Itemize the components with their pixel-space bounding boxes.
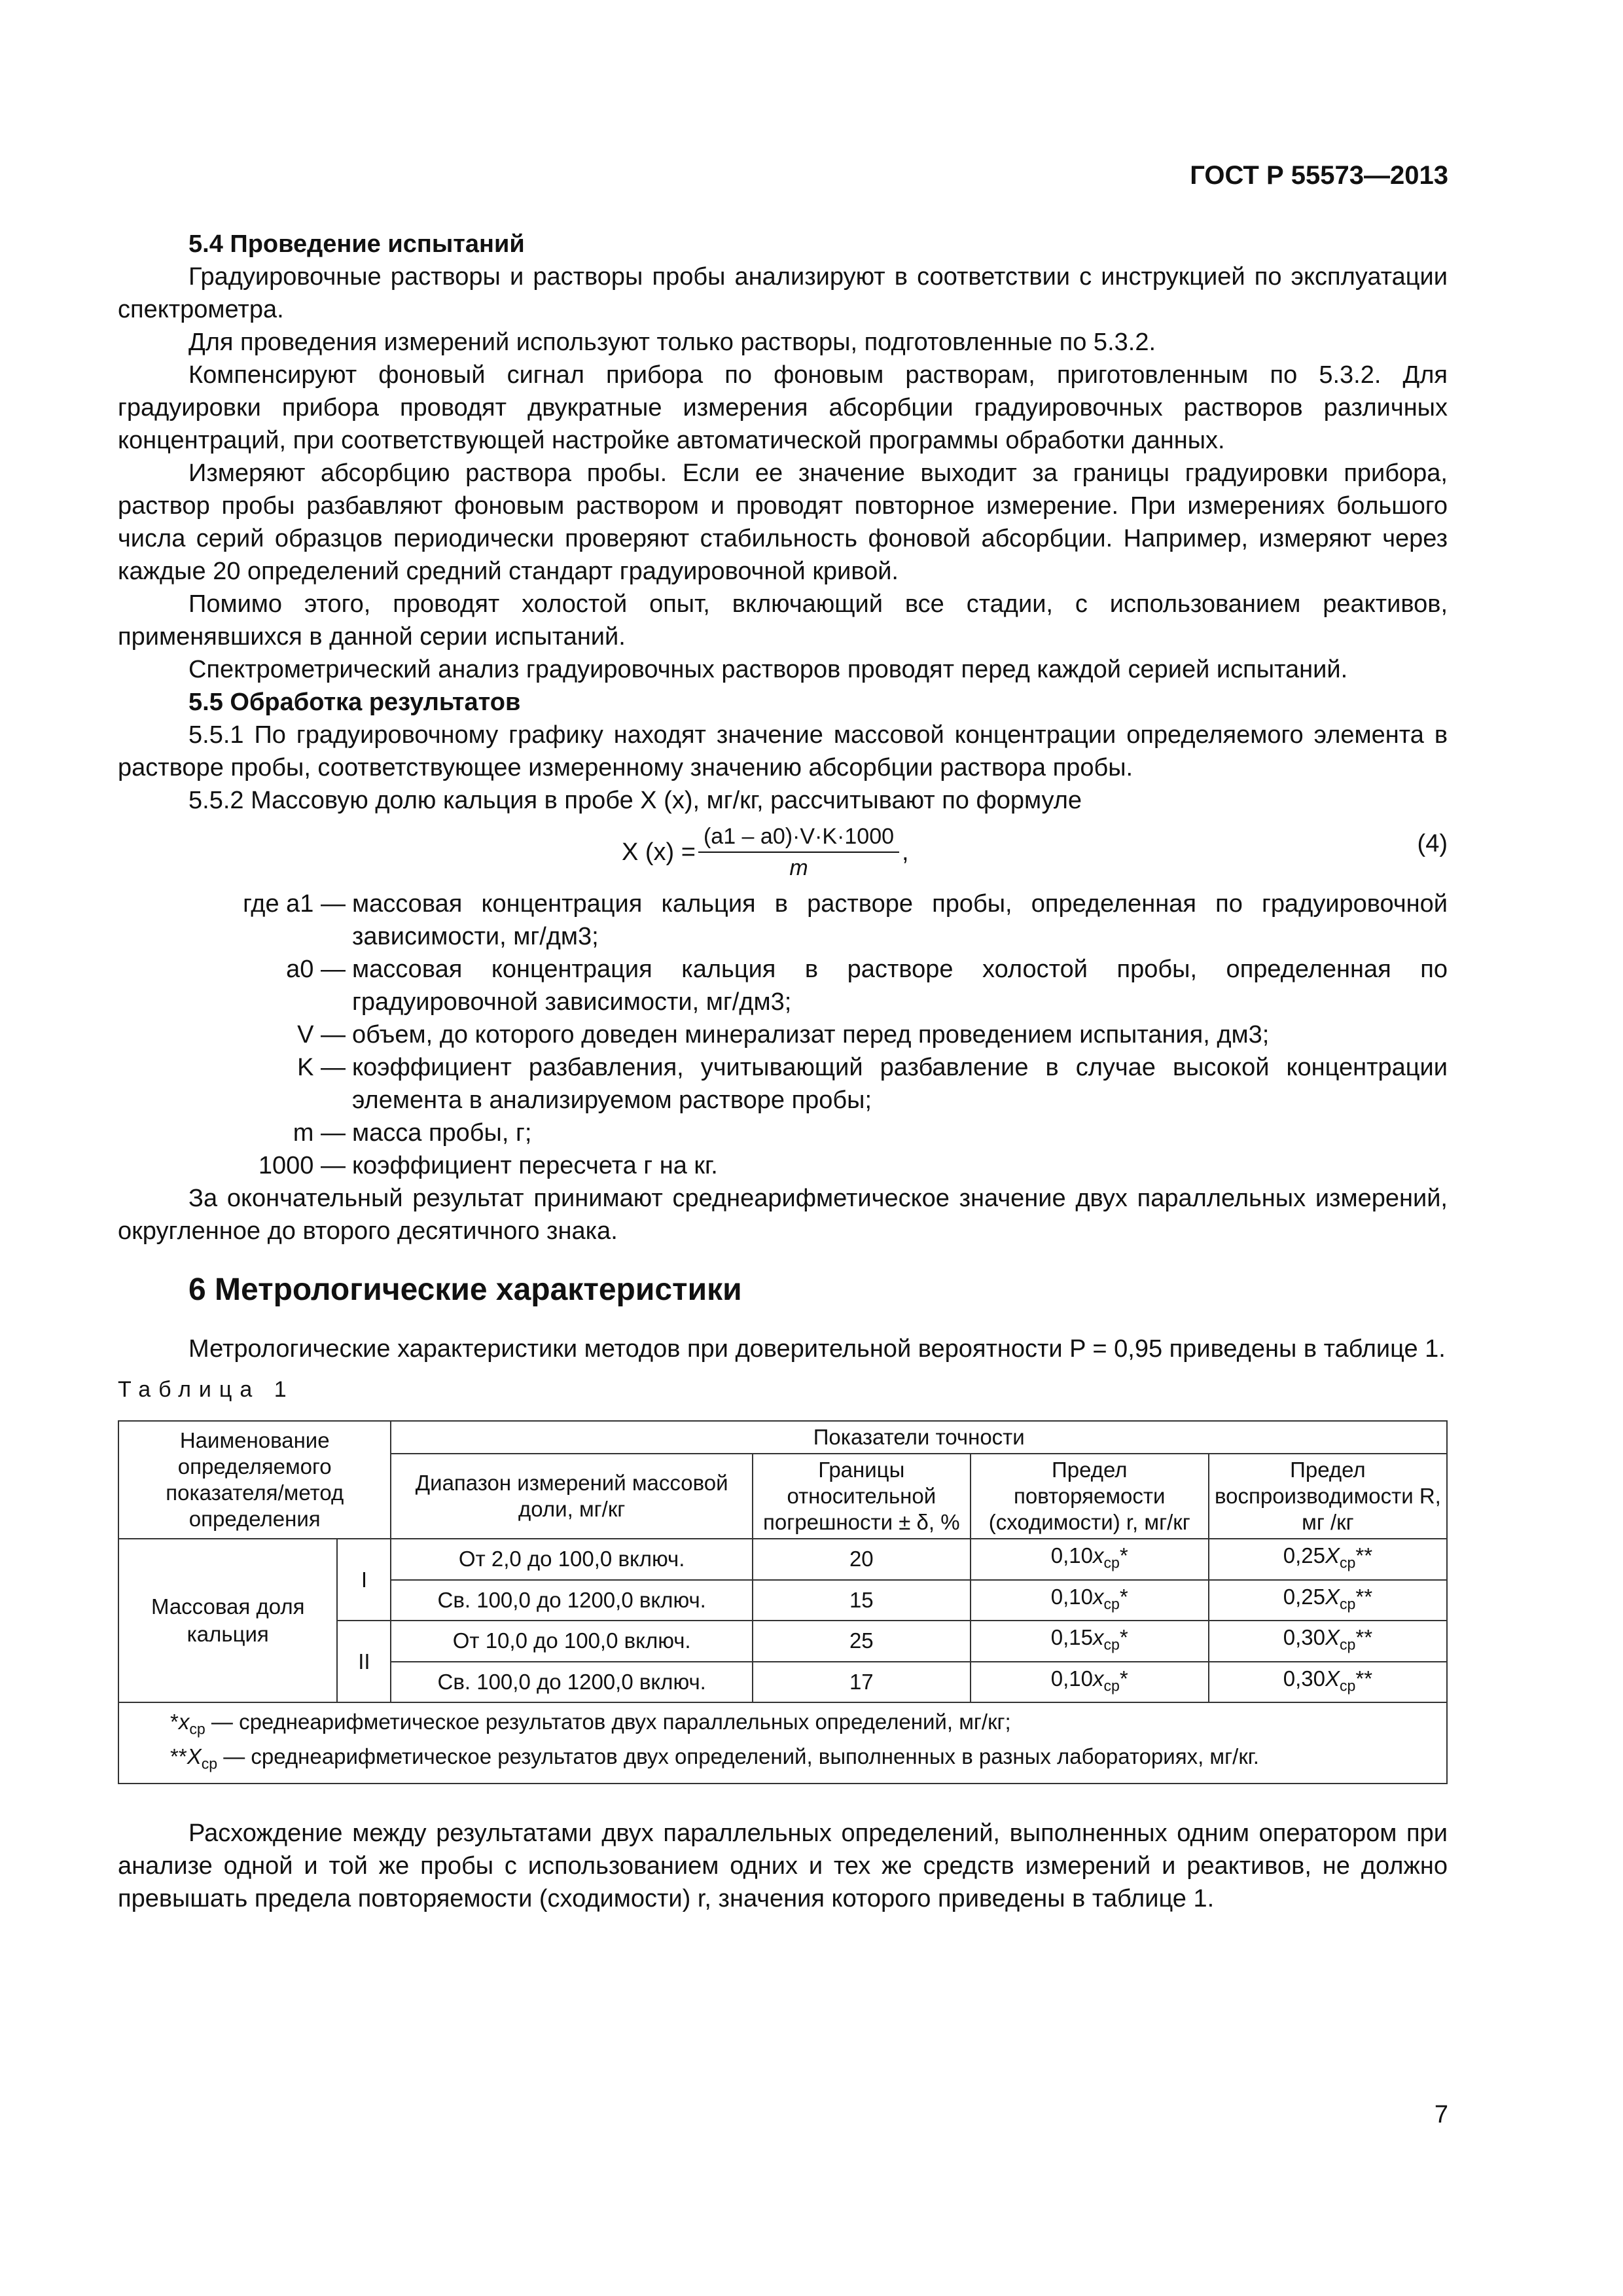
range-cell: Св. 100,0 до 1200,0 включ. — [391, 1580, 752, 1621]
paragraph: Градуировочные растворы и растворы пробы анализируют в соответствии с инструкцией по эксплуатации спектрометра. — [118, 263, 1448, 323]
footnote-2: $**X_{ср}$ — среднеарифметическое результатов двух определений, выполненных в разных лабораториях, мг/кг. — [170, 1744, 1259, 1772]
paragraph: Измеряют абсорбцию раствора пробы. Если ее значение выходит за границы градуировки прибора, раствор пробы разбавляют фоновым раствором и проводят повторное измерение. При измерениях большого числа серий образцов периодически проверяют стабильность фоновой абсорбции. Например, измеряют через каждые 20 определений средний стандарт градуировочной кривой. — [118, 459, 1448, 585]
header-error: Границы относительной погрешности ± δ, % — [753, 1454, 971, 1539]
definition-row — [118, 888, 1448, 953]
definition-row — [118, 1149, 1448, 1182]
formula-lhs: X (x) = — [622, 838, 696, 866]
definition-symbol: V — — [297, 1021, 346, 1049]
delta-cell: 20 — [753, 1539, 971, 1580]
definition-row — [118, 1018, 1448, 1051]
formula-4 — [118, 819, 1448, 885]
paragraph: Помимо этого, проводят холостой опыт, включающий все стадии, с использованием реактивов, применявшихся в данной серии испытаний. — [118, 590, 1448, 651]
page-number: 7 — [1434, 2101, 1448, 2128]
definition-symbol: m — — [293, 1119, 346, 1147]
footnote-1: $*x_{ср}$ — среднеарифметическое результатов двух параллельных определений, мг/кг; — [170, 1710, 1011, 1738]
repeatability-cell: $0,10x_{ср}*$ — [971, 1580, 1209, 1621]
formula-number: (4) — [1417, 830, 1448, 857]
table-caption: Таблица 1 — [118, 1377, 294, 1402]
paragraph: За окончательный результат принимают среднеарифметическое значение двух параллельных измерений, округленное до второго десятичного знака. — [118, 1185, 1448, 1245]
table-row — [118, 1539, 1447, 1580]
paragraph: 5.5.1 По градуировочному графику находят значение массовой концентрации определяемого элемента в растворе пробы, соответствующее измеренному значению абсорбции раствора пробы. — [118, 721, 1448, 781]
formula-numerator: (a1 – a0)·V·K·1000 — [698, 821, 899, 853]
section-5-4-title: 5.4 Проведение испытаний — [188, 230, 525, 258]
delta-cell: 25 — [753, 1621, 971, 1662]
range-cell: Св. 100,0 до 1200,0 включ. — [391, 1662, 752, 1703]
formula-fraction — [698, 821, 899, 883]
definition-text: массовая концентрация кальция в растворе холостой пробы, определенная по градуировочной зависимости, мг/дм3; — [352, 956, 1448, 1016]
definition-text: объем, до которого доведен минерализат перед проведением испытания, дм3; — [352, 1021, 1270, 1049]
method-number: I — [337, 1539, 391, 1621]
paragraph: 5.5.2 Массовую долю кальция в пробе X (x), мг/кг, рассчитывают по формуле — [188, 787, 1082, 814]
reproducibility-cell: $0,25X_{ср}**$ — [1209, 1580, 1447, 1621]
page-content — [118, 228, 1448, 1915]
header-reproducibility: Предел воспроизводимости R, мг /кг — [1209, 1454, 1447, 1539]
section-5-5-title: 5.5 Обработка результатов — [188, 689, 521, 716]
definition-symbol: 1000 — — [258, 1152, 346, 1179]
range-cell: От 10,0 до 100,0 включ. — [391, 1621, 752, 1662]
reproducibility-cell: $0,25X_{ср}**$ — [1209, 1539, 1447, 1580]
table-footnotes — [118, 1702, 1447, 1783]
accuracy-table — [118, 1420, 1448, 1784]
paragraph: Метрологические характеристики методов при доверительной вероятности P = 0,95 приведены в таблице 1. — [188, 1335, 1446, 1363]
paragraph: Для проведения измерений используют только растворы, подготовленные по 5.3.2. — [188, 329, 1156, 356]
header-accuracy: Показатели точности — [391, 1421, 1447, 1454]
delta-cell: 15 — [753, 1580, 971, 1621]
paragraph: Компенсируют фоновый сигнал прибора по фоновым растворам, приготовленным по 5.3.2. Для градуировки прибора проводят двукратные измерения абсорбции градуировочных растворов различных концентраций, при соответствующей настройке автоматической программы обработки данных. — [118, 361, 1448, 454]
paragraph: Спектрометрический анализ градуировочных растворов проводят перед каждой серией испытаний. — [188, 656, 1348, 683]
variable-definitions — [118, 888, 1448, 1182]
repeatability-cell: $0,10x_{ср}*$ — [971, 1539, 1209, 1580]
header-repeatability: Предел повторяемости (сходимости) r, мг/кг — [971, 1454, 1209, 1539]
paragraph: Расхождение между результатами двух параллельных определений, выполненных одним оператором при анализе одной и той же пробы с использованием одних и тех же средств измерений и реактивов, не должно превышать предела повторяемости (сходимости) r, значения которого приведены в таблице 1. — [118, 1819, 1448, 1912]
definition-row — [118, 1117, 1448, 1149]
method-number: II — [337, 1621, 391, 1702]
document-header: ГОСТ Р 55573—2013 — [1190, 161, 1448, 190]
formula-denominator: m — [789, 855, 808, 880]
repeatability-cell: $0,10x_{ср}*$ — [971, 1662, 1209, 1703]
definition-symbol: где a1 — — [243, 890, 346, 918]
definition-text: массовая концентрация кальция в растворе пробы, определенная по градуировочной зависимости, мг/дм3; — [352, 890, 1448, 950]
section-6-title: 6 Метрологические характеристики — [188, 1272, 742, 1307]
definition-row — [118, 1051, 1448, 1117]
definition-symbol: K — — [297, 1054, 346, 1081]
definition-text: коэффициент разбавления, учитывающий разбавление в случае высокой концентрации элемента в анализируемом растворе пробы; — [352, 1054, 1448, 1114]
reproducibility-cell: $0,30X_{ср}**$ — [1209, 1621, 1447, 1662]
range-cell: От 2,0 до 100,0 включ. — [391, 1539, 752, 1580]
formula-comma: , — [902, 838, 909, 866]
parameter-name: Массовая доля кальция — [118, 1539, 337, 1702]
header-range: Диапазон измерений массовой доли, мг/кг — [391, 1454, 752, 1539]
header-name: Наименование определяемого показателя/метод определения — [118, 1421, 391, 1539]
reproducibility-cell: $0,30X_{ср}**$ — [1209, 1662, 1447, 1703]
repeatability-cell: $0,15x_{ср}*$ — [971, 1621, 1209, 1662]
definition-row — [118, 953, 1448, 1018]
definition-symbol: a0 — — [286, 956, 346, 983]
definition-text: масса пробы, г; — [352, 1119, 532, 1147]
definition-text: коэффициент пересчета г на кг. — [352, 1152, 718, 1179]
delta-cell: 17 — [753, 1662, 971, 1703]
